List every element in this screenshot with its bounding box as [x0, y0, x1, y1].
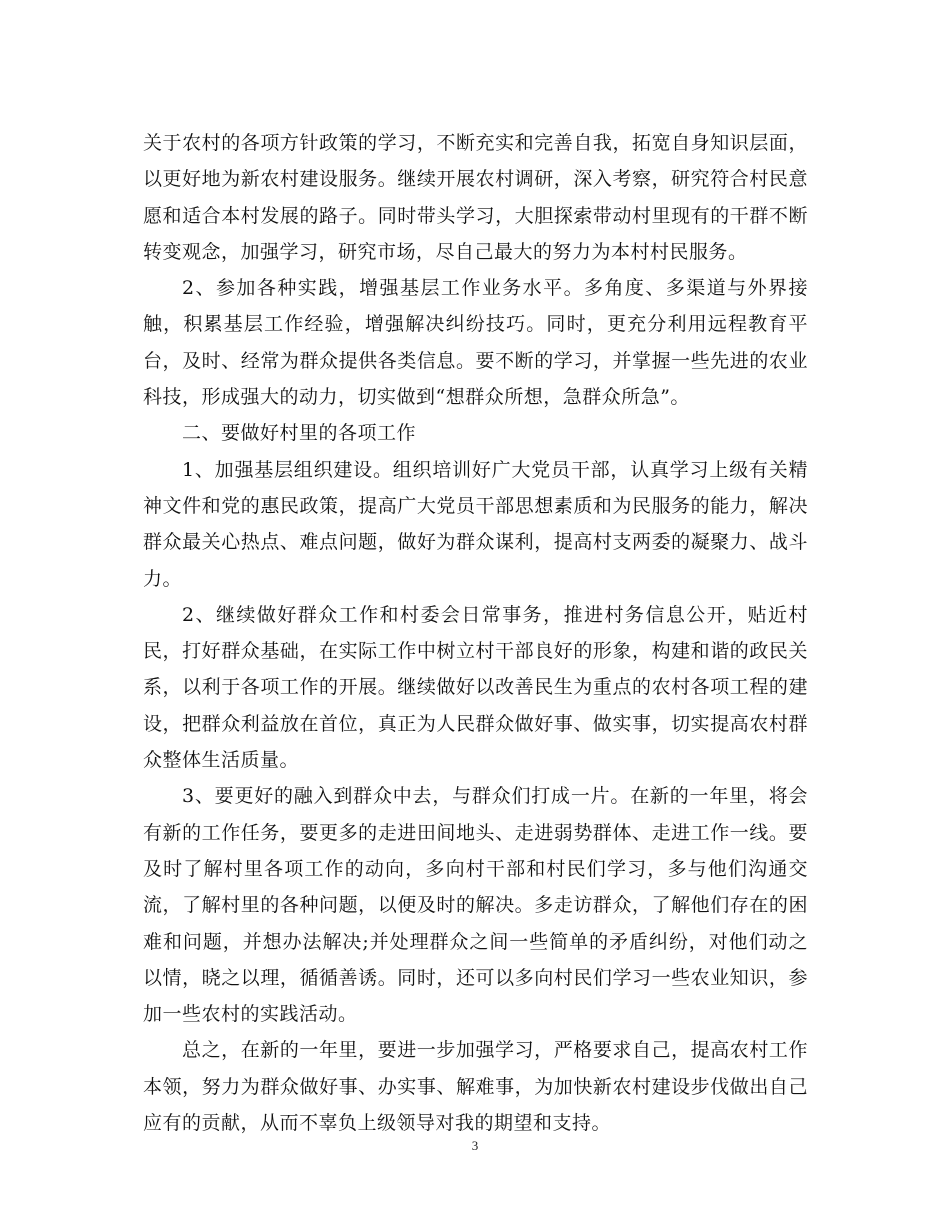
page-number: 3	[471, 1138, 479, 1153]
section-heading: 二、要做好村里的各项工作	[182, 422, 417, 445]
document-body	[143, 125, 808, 1141]
paragraph-village-affairs: 2、继续做好群众工作和村委会日常事务，推进村务信息公开，贴近村民，打好群众基础，在实际工作中树立村干部良好的形象，构建和谐的政民关系，以利于各项工作的开展。继续做好以改善民生为重点的农村各项工程的建设，把群众利益放在首位，真正为人民群众做好事、做实事，切实提高农村群众整体生活质量。	[143, 603, 808, 772]
paragraph-practice: 2、参加各种实践，增强基层工作业务水平。多角度、多渠道与外界接触，积累基层工作经验，增强解决纠纷技巧。同时，更充分利用远程教育平台，及时、经常为群众提供各类信息。要不断的学习，并掌握一些先进的农业科技，形成强大的动力，切实做到“想群众所想，急群众所急”。	[143, 277, 808, 409]
paragraph-conclusion: 总之，在新的一年里，要进一步加强学习，严格要求自己，提高农村工作本领，努力为群众做好事、办实事、解难事，为加快新农村建设步伐做出自己应有的贡献，从而不辜负上级领导对我的期望和支持。	[143, 1039, 808, 1135]
paragraph-integration: 3、要更好的融入到群众中去，与群众们打成一片。在新的一年里，将会有新的工作任务，要更多的走进田间地头、走进弱势群体、走进工作一线。要及时了解村里各项工作的动向，多向村干部和村民们学习，多与他们沟通交流，了解村里的各种问题，以便及时的解决。多走访群众，了解他们存在的困难和问题，并想办法解决;并处理群众之间一些简单的矛盾纠纷，对他们动之以情，晓之以理，循循善诱。同时，还可以多向村民们学习一些农业知识，参加一些农村的实践活动。	[143, 785, 808, 1026]
paragraph-continuation: 关于农村的各项方针政策的学习，不断充实和完善自我，拓宽自身知识层面，以更好地为新农村建设服务。继续开展农村调研，深入考察，研究符合村民意愿和适合本村发展的路子。同时带头学习，大胆探索带动村里现有的干群不断转变观念，加强学习，研究市场，尽自己最大的努力为本村村民服务。	[143, 132, 808, 263]
paragraph-organization: 1、加强基层组织建设。组织培训好广大党员干部，认真学习上级有关精神文件和党的惠民政策，提高广大党员干部思想素质和为民服务的能力，解决群众最关心热点、难点问题，做好为群众谋利，提高村支两委的凝聚力、战斗力。	[143, 458, 808, 590]
